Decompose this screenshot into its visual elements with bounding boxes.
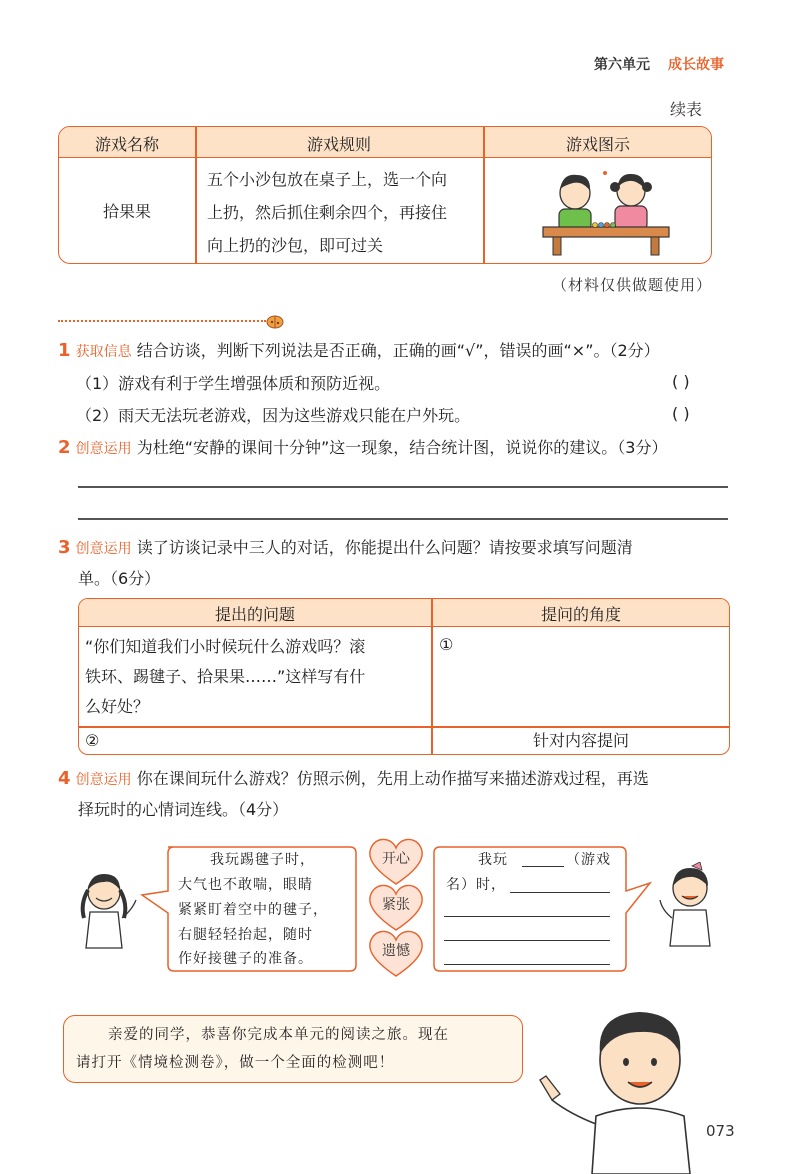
fill-mid: （游戏 bbox=[566, 852, 611, 868]
example-line: 紧紧盯着空中的毽子， bbox=[178, 902, 328, 918]
q3-prompt-line2: 单。（6分） bbox=[78, 569, 161, 588]
header-game-rule: 游戏规则 bbox=[306, 135, 371, 154]
question-line: 么好处？ bbox=[85, 697, 150, 716]
example-line: 我玩踢毽子时， bbox=[210, 852, 315, 868]
mood-happy[interactable]: 开心 bbox=[382, 851, 410, 867]
header-game-name: 游戏名称 bbox=[94, 135, 159, 154]
q2-number: 2 bbox=[58, 437, 71, 458]
q1-item-1: （1）游戏有利于学生增强体质和预防近视。 bbox=[76, 374, 391, 393]
game-rule-line: 向上扔的沙包，即可过关 bbox=[207, 236, 384, 255]
header-game-illustration: 游戏图示 bbox=[565, 135, 630, 154]
example-line: 作好接毽子的准备。 bbox=[178, 951, 313, 967]
q2-tag: 创意运用 bbox=[75, 441, 132, 457]
q3-number: 3 bbox=[58, 537, 71, 558]
question-line: “你们知道我们小时候玩什么游戏吗？滚 bbox=[85, 637, 366, 656]
question-line: 铁环、踢毽子、拾果果……”这样写有什 bbox=[85, 667, 366, 686]
fill-suffix: 名）时， bbox=[446, 877, 506, 893]
q2-prompt bbox=[58, 436, 667, 461]
unit-title: 成长故事 bbox=[668, 57, 724, 73]
q1-prompt-text: 结合访谈，判断下列说法是否正确，正确的画“√”，错误的画“×”。（2分） bbox=[136, 341, 660, 360]
q1-number: 1 bbox=[58, 340, 71, 361]
angle-2: 针对内容提问 bbox=[532, 731, 629, 750]
q1-prompt bbox=[58, 339, 660, 364]
closing-line: 亲爱的同学，恭喜你完成本单元的阅读之旅。现在 bbox=[108, 1027, 449, 1043]
answer-speech-bubble bbox=[430, 843, 654, 975]
page-number: 073 bbox=[706, 1122, 735, 1140]
q4-prompt-text: 你在课间玩什么游戏？仿照示例，先用上动作描写来描述游戏过程，再选 bbox=[136, 769, 649, 788]
game-name: 拾果果 bbox=[102, 202, 151, 221]
game-table bbox=[58, 126, 712, 264]
example-line: 右腿轻轻抬起，随时 bbox=[178, 927, 313, 943]
q1-answer-blank-2[interactable]: ( ) bbox=[672, 404, 690, 423]
q2-answer-line[interactable] bbox=[78, 486, 728, 488]
q1-tag: 获取信息 bbox=[75, 344, 132, 360]
game-name-blank[interactable] bbox=[522, 866, 564, 867]
q1-answer-blank-1[interactable]: ( ) bbox=[672, 372, 690, 391]
answer-blank-line[interactable] bbox=[444, 964, 610, 965]
fill-prefix: 我玩 bbox=[478, 852, 508, 868]
q3-prompt bbox=[58, 536, 633, 561]
answer-blank-line[interactable] bbox=[444, 940, 610, 941]
q4-tag: 创意运用 bbox=[75, 772, 132, 788]
material-note: （材料仅供做题使用） bbox=[552, 276, 713, 294]
mood-regret[interactable]: 遗憾 bbox=[382, 943, 410, 959]
header-question: 提出的问题 bbox=[214, 605, 295, 624]
question-table bbox=[78, 598, 730, 755]
angle-answer-1[interactable]: ① bbox=[439, 635, 454, 654]
waving-girl-illustration bbox=[652, 862, 724, 948]
game-rule-line: 上扔，然后抓住剩余四个，再接住 bbox=[207, 203, 448, 222]
mood-nervous[interactable]: 紧张 bbox=[382, 897, 410, 913]
q4-prompt bbox=[58, 767, 649, 792]
continued-label: 续表 bbox=[670, 100, 703, 119]
question-answer-2[interactable]: ② bbox=[85, 731, 100, 750]
pointing-boy-illustration bbox=[530, 1004, 710, 1174]
q2-prompt-text: 为杜绝“安静的课间十分钟”这一现象，结合统计图，说说你的建议。（3分） bbox=[136, 438, 668, 457]
game-rule-line: 五个小沙包放在桌子上，选一个向 bbox=[207, 170, 448, 189]
q4-prompt-line2: 择玩时的心情词连线。（4分） bbox=[78, 800, 289, 819]
q4-number: 4 bbox=[58, 768, 71, 789]
q2-answer-line[interactable] bbox=[78, 518, 728, 520]
ladybug-icon bbox=[264, 312, 286, 330]
dotted-divider bbox=[58, 320, 266, 322]
q3-tag: 创意运用 bbox=[75, 541, 132, 557]
example-line: 大气也不敢喘，眼睛 bbox=[178, 877, 313, 893]
q1-item-2: （2）雨天无法玩老游戏，因为这些游戏只能在户外玩。 bbox=[76, 406, 471, 425]
answer-blank-line[interactable] bbox=[444, 916, 610, 917]
kids-at-desk-illustration bbox=[533, 165, 673, 257]
header-angle: 提问的角度 bbox=[540, 605, 621, 624]
girl-illustration bbox=[70, 868, 142, 950]
q3-prompt-text: 读了访谈记录中三人的对话，你能提出什么问题？请按要求填写问题清 bbox=[136, 538, 633, 557]
answer-blank-line[interactable] bbox=[510, 892, 610, 893]
unit-label: 第六单元 bbox=[594, 57, 650, 73]
closing-line: 请打开《情境检测卷》，做一个全面的检测吧！ bbox=[76, 1055, 395, 1071]
